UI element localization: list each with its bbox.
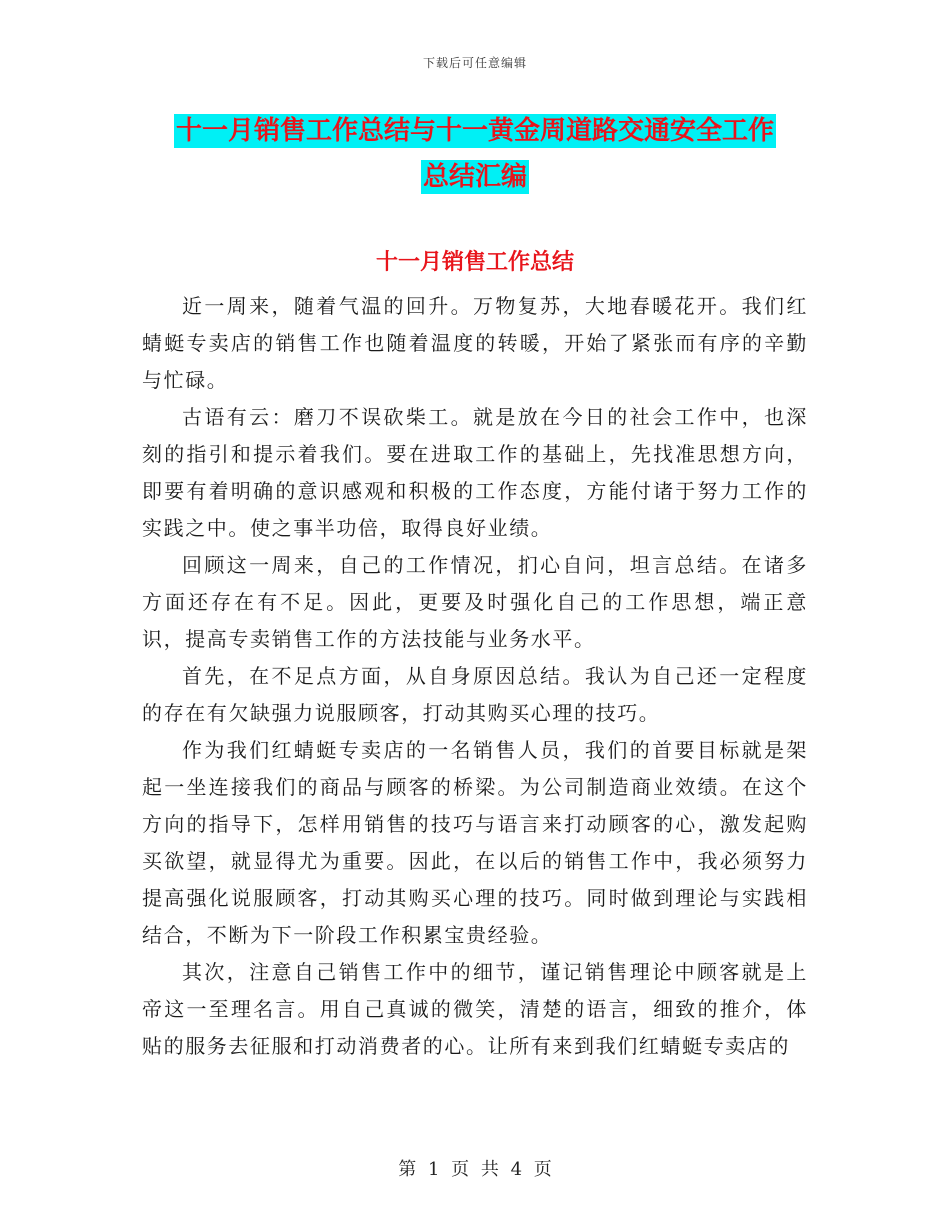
document-title-line-1: 十一月销售工作总结与十一黄金周道路交通安全工作 (175, 116, 774, 146)
body-text (142, 288, 808, 1065)
paragraph: 首先，在不足点方面，从自身原因总结。我认为自己还一定程度的存在有欠缺强力说服顾客，打动其购买心理的技巧。 (142, 664, 808, 725)
page-header-note: 下载后可任意编辑 (422, 56, 527, 70)
paragraph: 古语有云：磨刀不误砍柴工。就是放在今日的社会工作中，也深刻的指引和提示着我们。要在进取工作的基础上，先找准思想方向，即要有着明确的意识感观和积极的工作态度，方能付诸于努力工作的实践之中。使之事半功倍，取得良好业绩。 (142, 405, 808, 540)
document-title (120, 108, 830, 200)
paragraph: 作为我们红蜻蜓专卖店的一名销售人员，我们的首要目标就是架起一坐连接我们的商品与顾客的桥梁。为公司制造商业效绩。在这个方向的指导下，怎样用销售的技巧与语言来打动顾客的心，激发起购买欲望，就显得尤为重要。因此，在以后的销售工作中，我必须努力提高强化说服顾客，打动其购买心理的技巧。同时做到理论与实践相结合，不断为下一阶段工作积累宝贵经验。 (142, 738, 808, 947)
paragraph: 回顾这一周来，自己的工作情况，扪心自问，坦言总结。在诸多方面还存在有不足。因此，更要及时强化自己的工作思想，端正意识，提高专卖销售工作的方法技能与业务水平。 (142, 553, 808, 651)
document-title-line-2: 总结汇编 (422, 162, 527, 192)
paragraph: 近一周来，随着气温的回升。万物复苏，大地春暖花开。我们红蜻蜓专卖店的销售工作也随着温度的转暖，开始了紧张而有序的辛勤与忙碌。 (142, 294, 808, 392)
section-heading: 十一月销售工作总结 (375, 250, 574, 275)
paragraph: 其次，注意自己销售工作中的细节，谨记销售理论中顾客就是上帝这一至理名言。用自己真诚的微笑，清楚的语言，细致的推介，体贴的服务去征服和打动消费者的心。让所有来到我们红蜻蜓专卖店的 (142, 960, 808, 1058)
page-number: 第 1 页 共 4 页 (398, 1159, 552, 1180)
